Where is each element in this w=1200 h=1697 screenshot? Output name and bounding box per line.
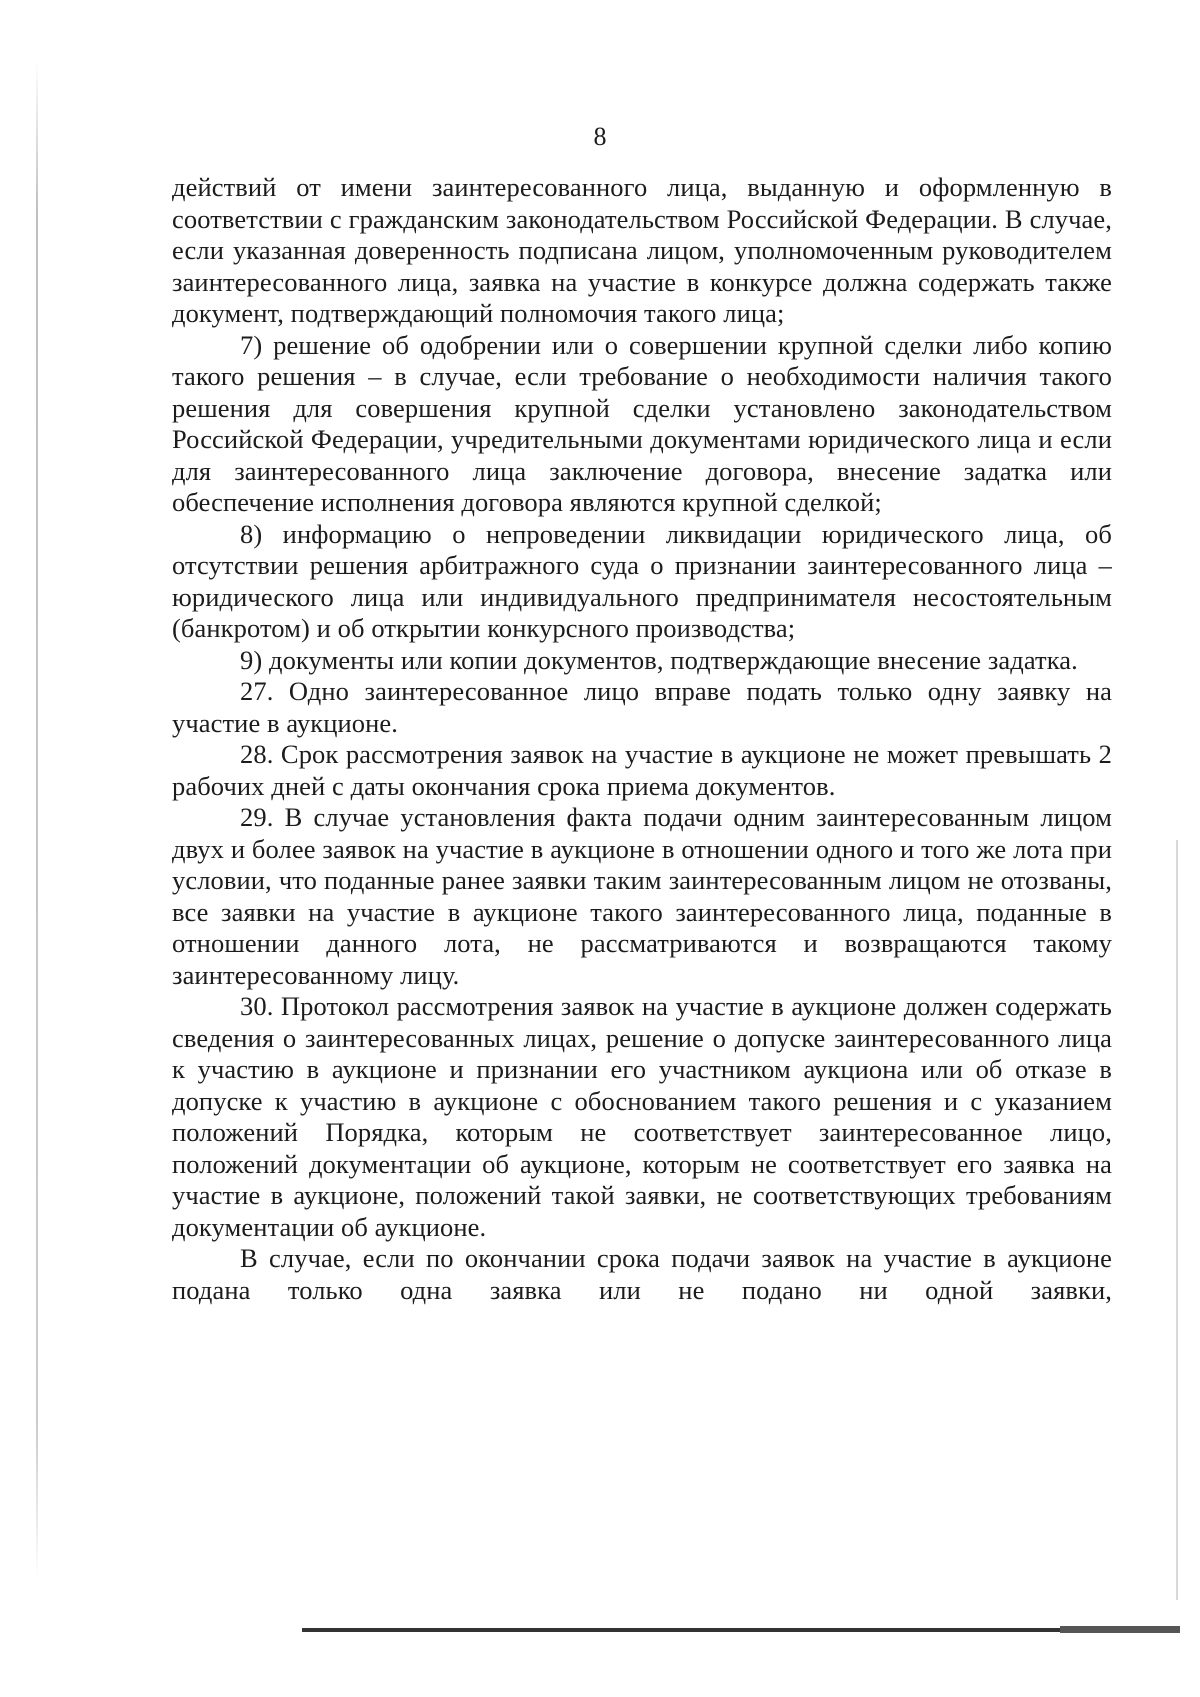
list-item-9: 9) документы или копии документов, подтверждающие внесение задатка. xyxy=(240,644,1078,675)
footer-rule-thick xyxy=(1060,1626,1180,1633)
paragraph-continuation: действий от имени заинтересованного лица, выданную и оформленную в соответствии с гражданским законодательством Российской Федерации. В случае, если указанная доверенность подписана лицом, уполномоченным руководителем заинтересованного лица, заявка на участие в конкурсе должна содержать также документ, подтверждающий полномочия такого лица; xyxy=(172,172,1112,328)
paragraph-final: В случае, если по окончании срока подачи заявок на участие в аукционе подана только одна заявка или не подано ни одной заявки, xyxy=(172,1243,1112,1305)
clause-30: 30. Протокол рассмотрения заявок на участие в аукционе должен содержать сведения о заинтересованных лицах, решение о допуске заинтересованного лица к участию в аукционе и признании его участником аукциона или об отказе в допуске к участию в аукционе с обоснованием такого решения и с указанием положений Порядка, которым не соответствует заинтересованное лицо, положений документации об аукционе, которым не соответствует его заявка на участие в аукционе, положений такой заявки, не соответствующих требованиям документации об аукционе. xyxy=(172,991,1112,1242)
clause-28: 28. Срок рассмотрения заявок на участие в аукционе не может превышать 2 рабочих дней с даты окончания срока приема документов. xyxy=(172,739,1112,801)
clause-27: 27. Одно заинтересованное лицо вправе подать только одну заявку на участие в аукционе. xyxy=(172,676,1112,738)
footer-rule xyxy=(302,1628,1180,1632)
scan-edge-right xyxy=(1176,840,1178,1600)
list-item-8: 8) информацию о непроведении ликвидации юридического лица, об отсутствии решения арбитражного суда о признании заинтересованного лица – юридического лица или индивидуального предпринимателя несостоятельным (банкротом) и об открытии конкурсного производства; xyxy=(172,518,1112,643)
document-body xyxy=(172,172,1112,1306)
clause-29: 29. В случае установления факта подачи одним заинтересованным лицом двух и более заявок на участие в аукционе в отношении одного и того же лота при условии, что поданные ранее заявки таким заинтересованным лицом не отозваны, все заявки на участие в аукционе такого заинтересованного лица, поданные в отношении данного лота, не рассматриваются и возвращаются такому заинтересованному лицу. xyxy=(172,802,1112,990)
scan-edge-left xyxy=(36,60,38,1580)
page-number: 8 xyxy=(593,122,607,151)
list-item-7: 7) решение об одобрении или о совершении крупной сделки либо копию такого решения – в случае, если требование о необходимости наличия такого решения для совершения крупной сделки установлено законодательством Российской Федерации, учредительными документами юридического лица и если для заинтересованного лица заключение договора, внесение задатка или обеспечение исполнения договора являются крупной сделкой; xyxy=(172,329,1112,517)
